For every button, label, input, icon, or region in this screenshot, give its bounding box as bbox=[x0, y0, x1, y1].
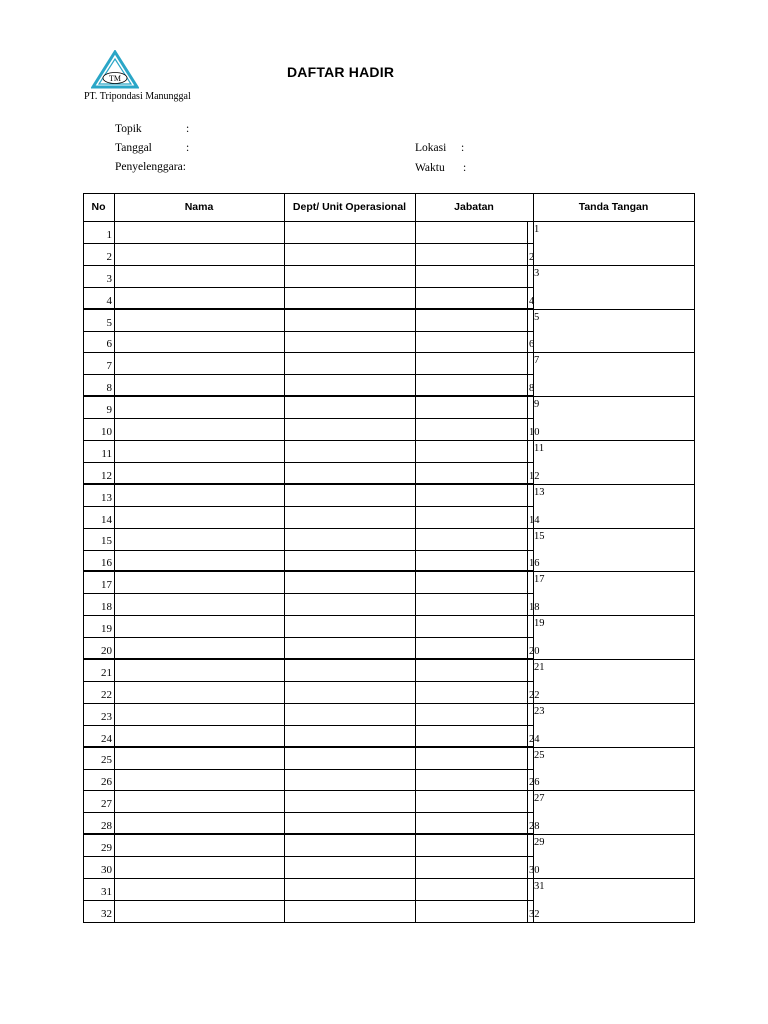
signature-number-right: 32 bbox=[529, 909, 540, 920]
row-number: 21 bbox=[101, 667, 112, 679]
signature-number-right: 10 bbox=[529, 427, 540, 438]
signature-number-left: 3 bbox=[534, 268, 540, 279]
signature-number-right: 8 bbox=[529, 383, 535, 394]
row-number: 16 bbox=[101, 557, 112, 569]
row-number: 2 bbox=[106, 251, 112, 263]
header-divider bbox=[83, 221, 694, 222]
logo-text: TM bbox=[109, 74, 121, 83]
signature-block-line bbox=[533, 703, 694, 704]
signature-block-line bbox=[533, 265, 694, 266]
table-row-line bbox=[83, 790, 533, 791]
field-penyelenggara-label: Penyelenggara: bbox=[115, 161, 186, 173]
field-topik-colon: : bbox=[186, 123, 190, 135]
field-waktu-colon: : bbox=[463, 162, 467, 174]
row-number: 13 bbox=[101, 492, 112, 504]
signature-block-line bbox=[533, 878, 694, 879]
table-row-line bbox=[83, 593, 533, 594]
table-row-line bbox=[83, 440, 533, 441]
row-number: 22 bbox=[101, 689, 112, 701]
signature-number-left: 19 bbox=[534, 618, 545, 629]
table-row-line bbox=[83, 658, 533, 660]
row-number: 11 bbox=[101, 448, 112, 460]
header-no: No bbox=[91, 201, 106, 213]
row-number: 9 bbox=[106, 404, 112, 416]
row-number: 29 bbox=[101, 842, 112, 854]
signature-block-line bbox=[533, 352, 694, 353]
field-tanggal-label: Tanggal bbox=[115, 142, 152, 154]
signature-number-left: 11 bbox=[534, 443, 545, 454]
signature-block-line bbox=[533, 834, 694, 835]
signature-number-right: 20 bbox=[529, 646, 540, 657]
row-number: 14 bbox=[101, 514, 112, 526]
table-row-line bbox=[83, 506, 533, 507]
header-jabatan: Jabatan bbox=[454, 201, 494, 213]
signature-block-line bbox=[533, 484, 694, 485]
company-name: PT. Tripondasi Manunggal bbox=[84, 91, 191, 102]
table-row-line bbox=[83, 570, 533, 572]
signature-number-right: 16 bbox=[529, 558, 540, 569]
table-row-line bbox=[83, 878, 533, 879]
table-row-line bbox=[83, 243, 533, 244]
signature-number-right: 30 bbox=[529, 865, 540, 876]
signature-number-left: 21 bbox=[534, 662, 545, 673]
signature-number-right: 28 bbox=[529, 821, 540, 832]
row-number: 24 bbox=[101, 733, 112, 745]
signature-number-right: 18 bbox=[529, 602, 540, 613]
signature-number-right: 24 bbox=[529, 734, 540, 745]
table-border-right bbox=[694, 193, 695, 923]
table-row-line bbox=[83, 528, 533, 529]
table-row-line bbox=[83, 352, 533, 353]
table-row-line bbox=[83, 418, 533, 419]
table-row-line bbox=[83, 483, 533, 485]
table-row-line bbox=[83, 308, 533, 310]
row-number: 32 bbox=[101, 908, 112, 920]
signature-number-left: 9 bbox=[534, 399, 540, 410]
signature-block-line bbox=[533, 571, 694, 572]
row-number: 19 bbox=[101, 623, 112, 635]
table-row-line bbox=[83, 769, 533, 770]
signature-number-left: 29 bbox=[534, 837, 545, 848]
row-number: 31 bbox=[101, 886, 112, 898]
signature-number-left: 5 bbox=[534, 312, 540, 323]
signature-number-left: 27 bbox=[534, 793, 545, 804]
signature-number-left: 1 bbox=[534, 224, 540, 235]
row-number: 10 bbox=[101, 426, 112, 438]
table-row-line bbox=[83, 703, 533, 704]
row-number: 3 bbox=[106, 273, 112, 285]
row-number: 15 bbox=[101, 535, 112, 547]
signature-number-left: 17 bbox=[534, 574, 545, 585]
signature-number-left: 13 bbox=[534, 487, 545, 498]
signature-block-line bbox=[533, 790, 694, 791]
table-row-line bbox=[83, 900, 533, 901]
field-lokasi-label: Lokasi bbox=[415, 142, 447, 154]
field-waktu-label: Waktu bbox=[415, 162, 445, 174]
signature-number-right: 4 bbox=[529, 296, 535, 307]
row-number: 18 bbox=[101, 601, 112, 613]
row-number: 28 bbox=[101, 820, 112, 832]
signature-block-line bbox=[533, 747, 694, 748]
table-row-line bbox=[83, 265, 533, 266]
table-row-line bbox=[83, 833, 533, 835]
field-lokasi-colon: : bbox=[461, 142, 465, 154]
table-row-line bbox=[83, 462, 533, 463]
row-number: 25 bbox=[101, 754, 112, 766]
table-row-line bbox=[83, 856, 533, 857]
signature-block-line bbox=[533, 528, 694, 529]
table-row-line bbox=[83, 637, 533, 638]
table-row-line bbox=[83, 681, 533, 682]
signature-block-line bbox=[533, 615, 694, 616]
signature-block-line bbox=[533, 396, 694, 397]
company-logo bbox=[91, 50, 139, 90]
row-number: 26 bbox=[101, 776, 112, 788]
row-number: 30 bbox=[101, 864, 112, 876]
signature-number-left: 25 bbox=[534, 750, 545, 761]
row-number: 20 bbox=[101, 645, 112, 657]
signature-number-right: 6 bbox=[529, 339, 535, 350]
row-number: 5 bbox=[106, 317, 112, 329]
table-row-line bbox=[83, 812, 533, 813]
row-number: 7 bbox=[106, 360, 112, 372]
table-row-line bbox=[83, 374, 533, 375]
row-number: 23 bbox=[101, 711, 112, 723]
table-border-bottom bbox=[83, 922, 694, 923]
field-topik-label: Topik bbox=[115, 123, 142, 135]
table-row-line bbox=[83, 287, 533, 288]
table-row-line bbox=[83, 615, 533, 616]
signature-number-left: 15 bbox=[534, 531, 545, 542]
table-row-line bbox=[83, 746, 533, 748]
signature-number-right: 14 bbox=[529, 515, 540, 526]
signature-number-left: 23 bbox=[534, 706, 545, 717]
field-tanggal-colon: : bbox=[186, 142, 190, 154]
signature-number-left: 31 bbox=[534, 881, 545, 892]
signature-number-right: 2 bbox=[529, 252, 535, 263]
row-number: 8 bbox=[106, 382, 112, 394]
header-tanda-tangan: Tanda Tangan bbox=[578, 201, 649, 213]
row-number: 27 bbox=[101, 798, 112, 810]
row-number: 1 bbox=[106, 229, 112, 241]
table-row-line bbox=[83, 725, 533, 726]
signature-number-right: 26 bbox=[529, 777, 540, 788]
page-title: DAFTAR HADIR bbox=[287, 64, 395, 80]
row-number: 17 bbox=[101, 579, 112, 591]
signature-number-right: 22 bbox=[529, 690, 540, 701]
header-nama: Nama bbox=[184, 201, 214, 213]
signature-block-line bbox=[533, 440, 694, 441]
header-dept: Dept/ Unit Operasional bbox=[292, 201, 407, 213]
row-number: 4 bbox=[106, 295, 112, 307]
table-border-top bbox=[83, 193, 694, 194]
signature-number-left: 7 bbox=[534, 355, 540, 366]
table-row-line bbox=[83, 395, 533, 397]
row-number: 12 bbox=[101, 470, 112, 482]
signature-number-right: 12 bbox=[529, 471, 540, 482]
row-number: 6 bbox=[106, 338, 112, 350]
table-row-line bbox=[83, 331, 533, 332]
signature-block-line bbox=[533, 309, 694, 310]
table-row-line bbox=[83, 550, 533, 551]
signature-block-line bbox=[533, 659, 694, 660]
attendance-table bbox=[83, 193, 694, 922]
